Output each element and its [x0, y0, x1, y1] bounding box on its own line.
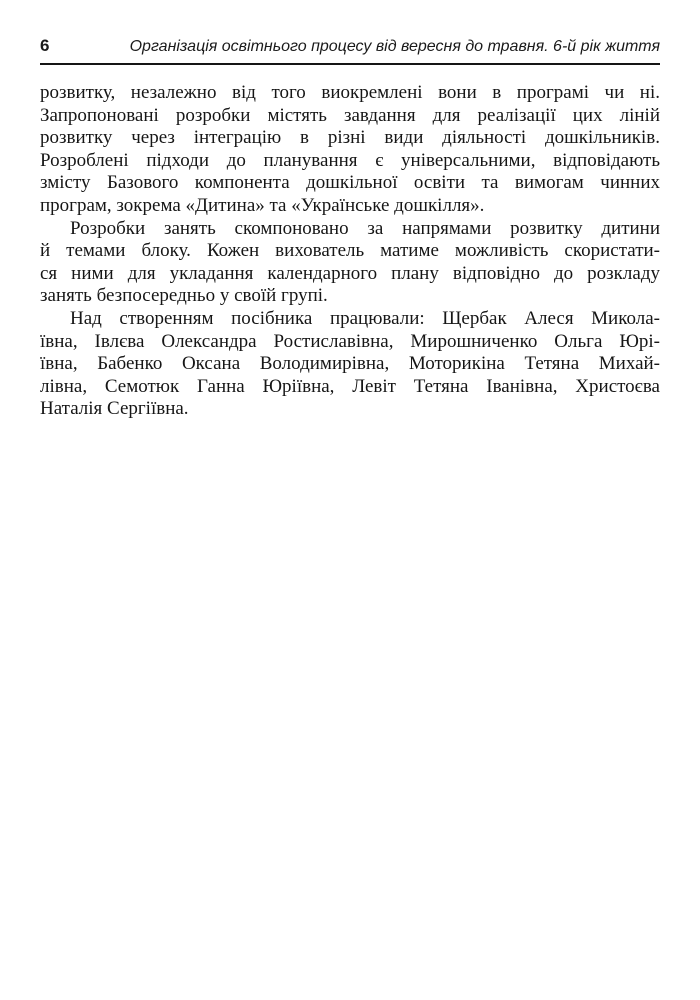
- text-line: ївна, Бабенко Оксана Володимирівна, Моторикіна Тетяна Михай-: [40, 353, 660, 375]
- text-line: змісту Базового компонента дошкільної освіти та вимогам чинних: [40, 172, 660, 194]
- text-line: лівна, Семотюк Ганна Юріївна, Левіт Тетяна Іванівна, Христоєва: [40, 375, 660, 397]
- text-line: ївна, Івлєва Олександра Ростиславівна, Мирошниченко Ольга Юрі-: [40, 330, 660, 352]
- text-line: Запропоновані розробки містять завдання для реалізації цих ліній: [40, 104, 660, 126]
- page-number: 6: [40, 36, 50, 55]
- text-line: ся ними для укладання календарного плану відповідно до розкладу: [40, 262, 660, 284]
- text-line: розвитку, незалежно від того виокремлені вони в програмі чи ні.: [40, 82, 660, 103]
- page-content: [0, 0, 700, 421]
- header-rule: [40, 63, 660, 65]
- paragraph: [40, 218, 660, 308]
- text-line: Наталія Сергіївна.: [40, 398, 189, 420]
- paragraph: [40, 308, 660, 421]
- page-header: [40, 36, 660, 65]
- page-body: [40, 82, 660, 421]
- text-line: занять безпосередньо у своїй групі.: [40, 285, 328, 307]
- text-line: Розробки занять скомпоновано за напрямами розвитку дитини: [70, 217, 660, 239]
- text-line: й темами блоку. Кожен вихователь матиме можливість скористати-: [40, 240, 660, 262]
- paragraph: [40, 82, 660, 218]
- header-row: [40, 36, 660, 56]
- text-line: Розроблені підходи до планування є універсальними, відповідають: [40, 149, 660, 171]
- text-line: розвитку через інтеграцію в різні види діяльності дошкільників.: [40, 127, 660, 149]
- running-title: Організація освітнього процесу від вересня до травня. 6-й рік життя: [129, 38, 660, 55]
- text-line: Над створенням посібника працювали: Щербак Алеся Микола-: [70, 307, 660, 329]
- text-line: програм, зокрема «Дитина» та «Українське дошкілля».: [40, 194, 485, 216]
